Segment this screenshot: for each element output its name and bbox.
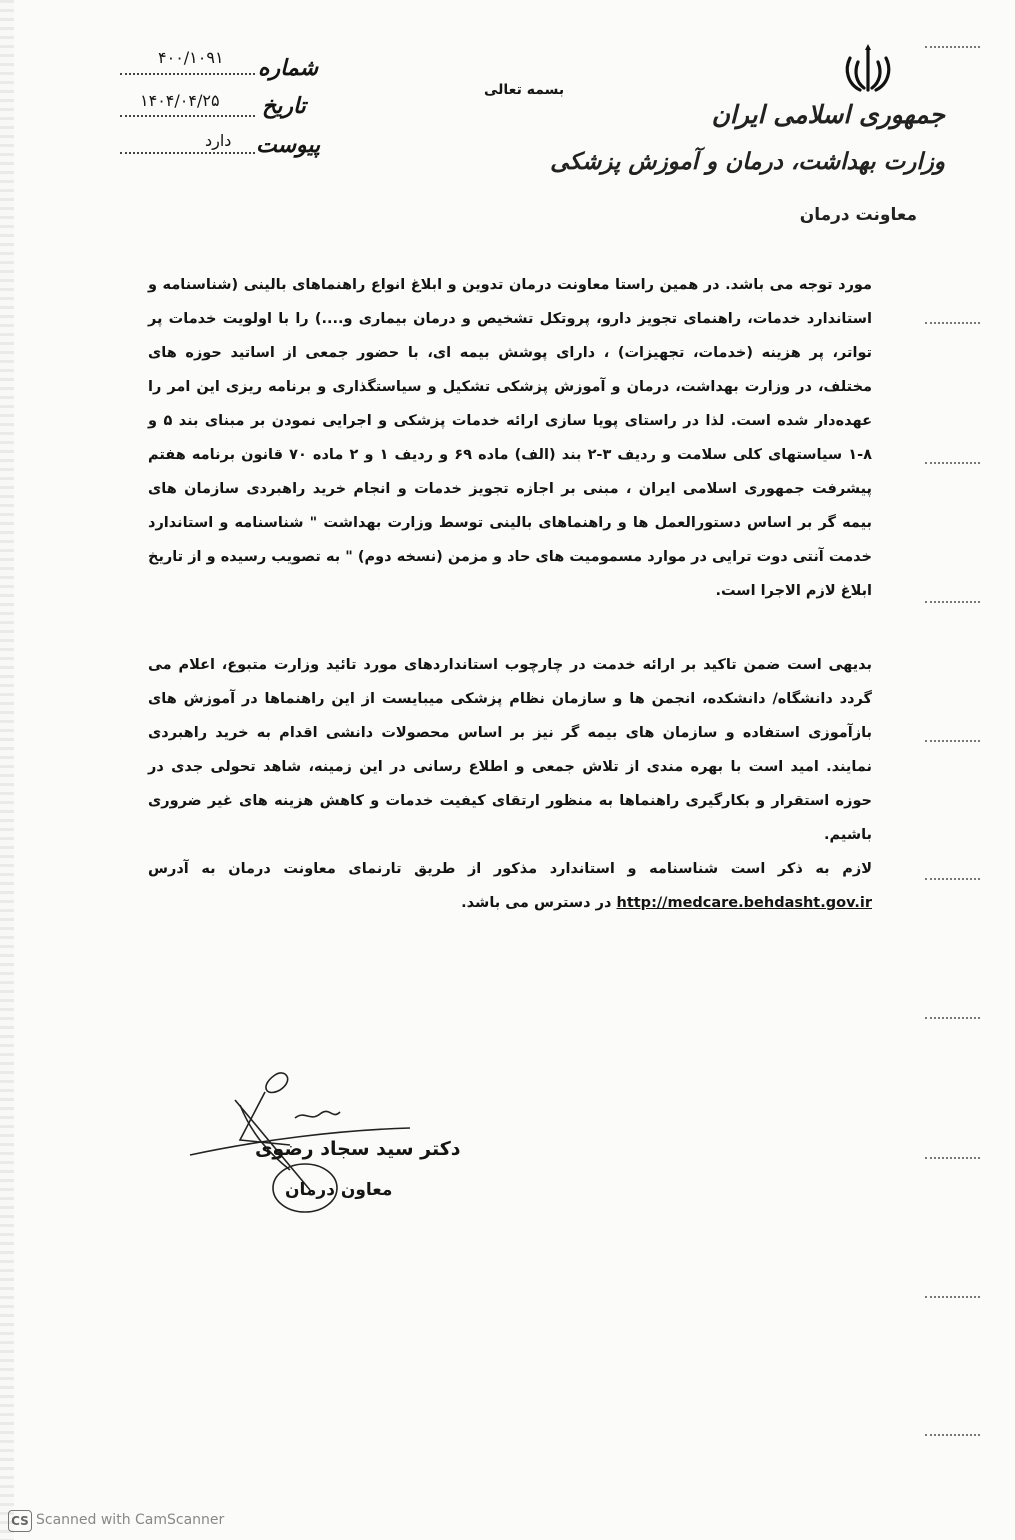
margin-mark: [925, 1434, 980, 1436]
attachment-value: دارد: [205, 131, 232, 150]
paragraph-3: [148, 852, 872, 920]
deputy-title: معاونت درمان: [799, 205, 917, 225]
date-dotted-line: [120, 115, 255, 117]
paragraph-2-text: بدیهی است ضمن تاکید بر ارائه خدمت در چارچوب استانداردهای مورد تائید وزارت متبوع، اعلام می گردد دانشگاه/ دانشکده، انجمن ها و سازمان نظام پزشکی میبایست از این راهنماها در آموزش های بازآموزی استفاده و سازمان های بیمه گر نیز بر اساس محصولات دانشی اقدام به خرید راهبردی نمایند. امید است با بهره مندی از تلاش جمعی و اطلاع رسانی در این زمینه، شاهد تحولی جدی در حوزه استقرار و بکارگیری راهنماها به منظور ارتقای کیفیت خدمات و کاهش هزینه های غیر ضروری باشیم.: [148, 657, 872, 843]
body-paragraph-2: [148, 648, 872, 920]
margin-mark: [925, 1157, 980, 1159]
republic-title: جمهوری اسلامی ایران: [711, 100, 945, 129]
body-paragraph-1: [148, 268, 872, 608]
website-link[interactable]: http://medcare.behdasht.gov.ir: [616, 895, 872, 911]
margin-mark: [925, 462, 980, 464]
margin-mark: [925, 46, 980, 48]
number-label: شماره: [258, 55, 319, 81]
date-label: تاریخ: [262, 93, 306, 119]
camscanner-logo-icon: CS: [8, 1510, 32, 1532]
margin-mark: [925, 740, 980, 742]
number-dotted-line: [120, 73, 255, 75]
attachment-dotted-line: [120, 152, 255, 154]
paragraph-3-start: لازم به ذکر است شناسنامه و استاندارد مذکور از طریق تارنمای معاونت درمان به آدرس: [148, 861, 872, 877]
ministry-title: وزارت بهداشت، درمان و آموزش پزشکی: [550, 148, 945, 175]
paragraph-1-text: مورد توجه می باشد. در همین راستا معاونت درمان تدوین و ابلاغ انواع راهنماهای بالینی (شناسنامه و استاندارد خدمات، راهنمای تجویز دارو، پروتکل تشخیص و درمان بیماری و....) را با اولویت خدمات پر تواتر، پر هزینه (خدمات، تجهیزات) ، دارای پوشش بیمه ای، با حضور جمعی از اساتید حوزه های مختلف، در وزارت بهداشت، درمان و آموزش پزشکی تشکیل و سیاستگذاری و برنامه ریزی این امر را عهده‌دار شده است. لذا در راستای پویا سازی ارائه خدمات پزشکی و اجرایی نمودن بر مبنای بند ۵ و ۸-۱ سیاستهای کلی سلامت و ردیف ۳-۲ بند (الف) ماده ۶۹ و ردیف ۱ و ۲ ماده ۷۰ قانون برنامه هفتم پیشرفت جمهوری اسلامی ایران ، مبنی بر اجازه تجویز خدمات و انجام خرید راهبردی سازمان های بیمه گر بر اساس دستورالعمل ها و راهنماهای بالینی توسط وزارت بهداشت " شناسنامه و استاندارد خدمت آنتی دوت ترایی در موارد مسمومیت های حاد و مزمن (نسخه دوم) " به تصویب رسیده و از تاریخ ابلاغ لازم الاجرا است.: [148, 277, 872, 599]
margin-mark: [925, 1017, 980, 1019]
signer-name: دکتر سید سجاد رضوی: [255, 1138, 461, 1160]
scanner-footer-text: Scanned with CamScanner: [36, 1512, 225, 1528]
margin-mark: [925, 878, 980, 880]
margin-mark: [925, 601, 980, 603]
date-value: ۱۴۰۴/۰۴/۲۵: [140, 91, 220, 110]
scan-edge-artifact: [0, 0, 14, 1540]
margin-mark: [925, 322, 980, 324]
signer-title: معاون درمان: [285, 1180, 393, 1200]
margin-mark: [925, 1296, 980, 1298]
attachment-label: پیوست: [256, 132, 321, 158]
number-value: ۴۰۰/۱۰۹۱: [158, 48, 224, 67]
iran-emblem-icon: [840, 40, 896, 96]
basmala-heading: بسمه تعالی: [484, 82, 565, 98]
paragraph-3-end: در دسترس می باشد.: [461, 895, 612, 911]
